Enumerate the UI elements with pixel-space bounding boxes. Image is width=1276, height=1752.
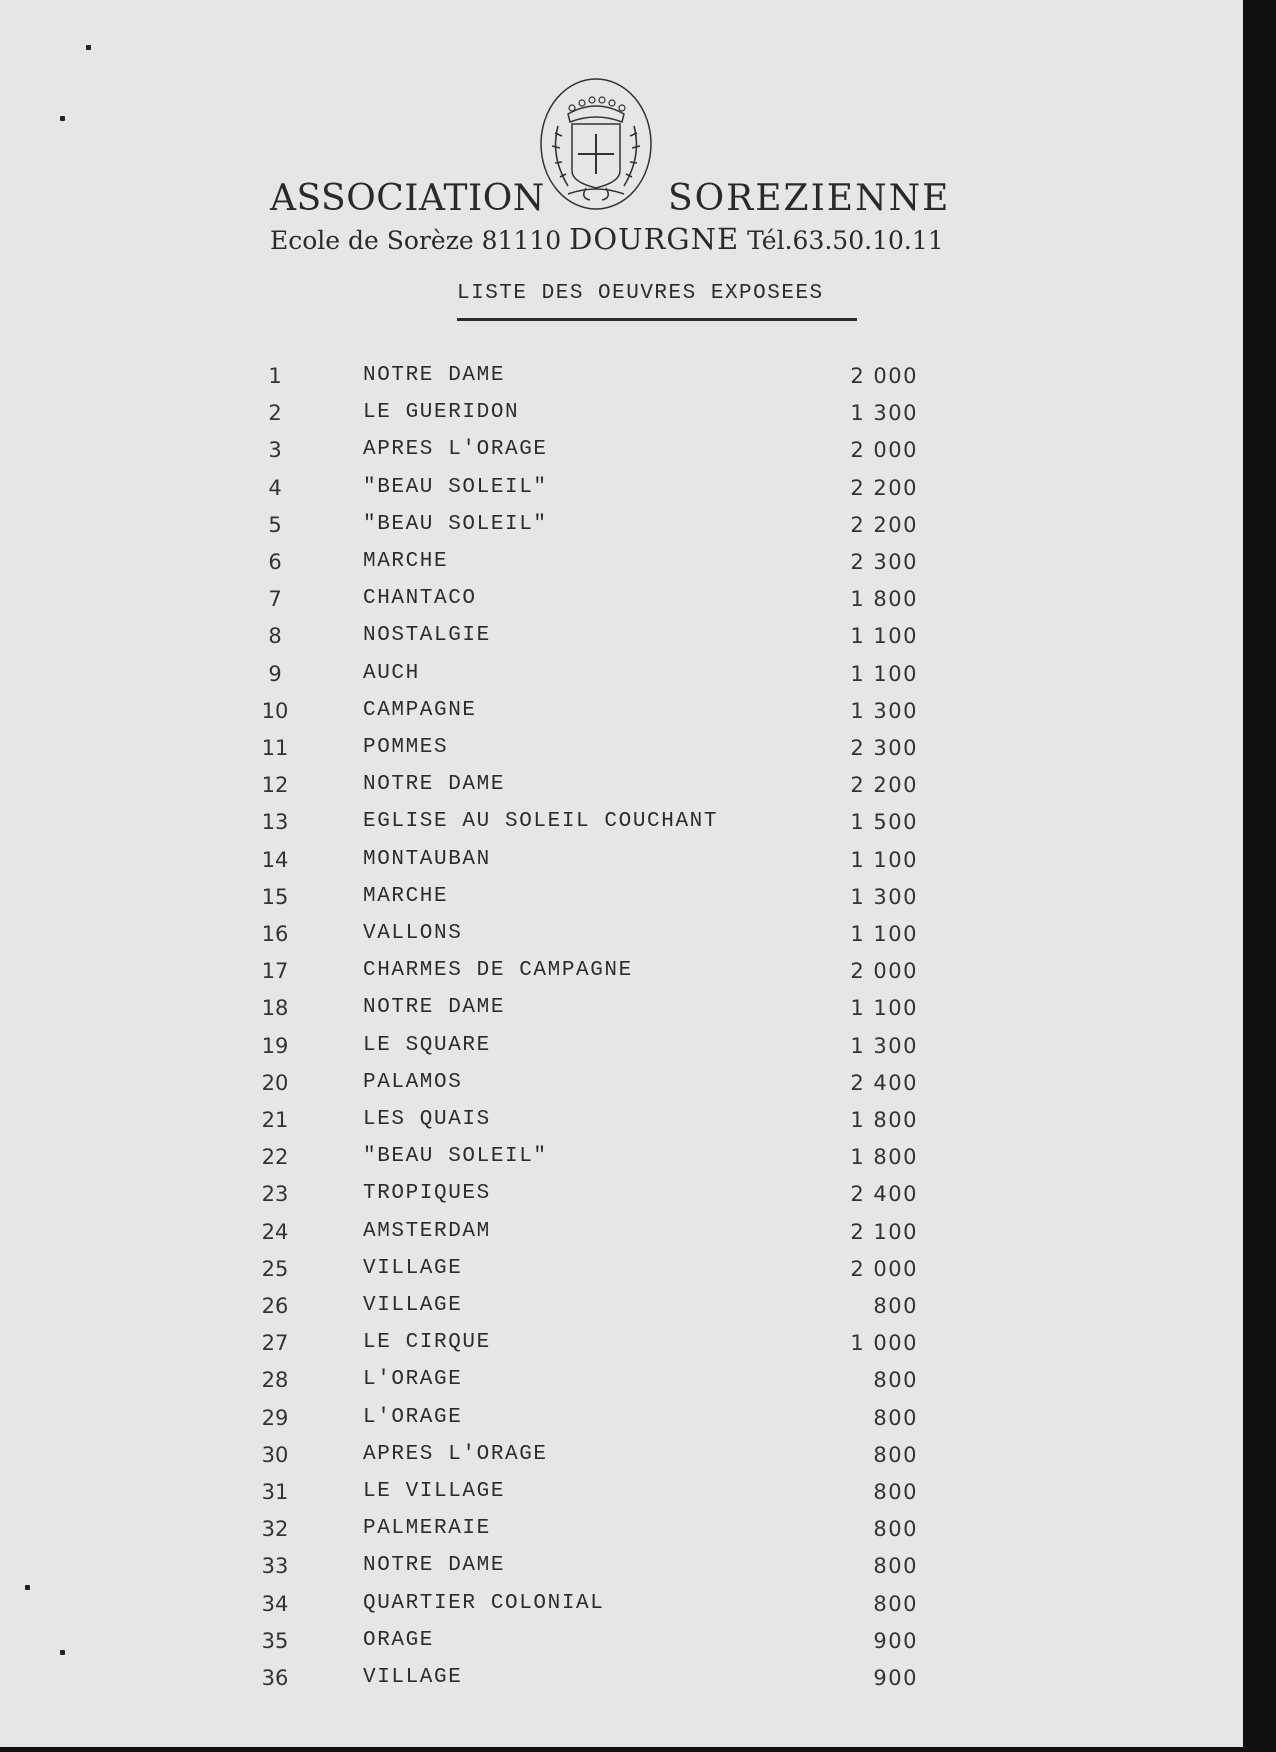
table-row	[0, 662, 1243, 699]
work-price: 1 100	[850, 996, 918, 1021]
work-number: 12	[261, 773, 289, 798]
table-row	[0, 1071, 1243, 1108]
work-title: VILLAGE	[363, 1256, 463, 1280]
work-number: 11	[261, 736, 289, 760]
work-number: 34	[261, 1591, 289, 1616]
work-number: 16	[261, 922, 289, 946]
table-row	[0, 1108, 1243, 1145]
work-title: VILLAGE	[363, 1666, 463, 1689]
work-number: 20	[261, 1070, 289, 1095]
work-title: LE GUERIDON	[363, 401, 520, 425]
table-row	[0, 364, 1243, 401]
work-number: 29	[261, 1405, 289, 1430]
work-price: 1 100	[850, 624, 918, 649]
work-price: 800	[873, 1480, 918, 1504]
work-price: 800	[873, 1405, 918, 1430]
table-row	[0, 922, 1243, 959]
work-title: "BEAU SOLEIL"	[363, 475, 548, 499]
punch-mark	[60, 116, 65, 121]
work-title: LE VILLAGE	[363, 1480, 506, 1503]
work-price: 1 300	[850, 1033, 918, 1058]
work-price: 800	[873, 1517, 918, 1542]
work-title: VALLONS	[363, 922, 463, 945]
table-row	[0, 1294, 1243, 1331]
work-title: L'ORAGE	[363, 1368, 463, 1392]
table-row	[0, 1257, 1243, 1294]
table-row	[0, 773, 1243, 810]
punch-mark	[86, 45, 91, 50]
table-row	[0, 810, 1243, 847]
work-title: PALAMOS	[363, 1070, 463, 1094]
work-price: 2 100	[850, 1219, 918, 1244]
work-number: 3	[268, 438, 282, 463]
table-row	[0, 1443, 1243, 1480]
work-number: 18	[261, 996, 289, 1021]
table-row	[0, 1554, 1243, 1591]
work-number: 33	[261, 1554, 289, 1579]
work-title: NOTRE DAME	[363, 996, 506, 1020]
work-number: 35	[261, 1628, 289, 1653]
phone-number: Tél.63.50.10.11	[747, 226, 944, 255]
table-row	[0, 1629, 1243, 1666]
work-number: 36	[261, 1666, 289, 1690]
table-row	[0, 1145, 1243, 1182]
table-row	[0, 1592, 1243, 1629]
work-price: 2 200	[850, 512, 918, 537]
table-row	[0, 699, 1243, 736]
association-name-right: SOREZIENNE	[668, 178, 951, 219]
work-price: 1 300	[850, 698, 918, 723]
address-line	[270, 222, 944, 256]
work-number: 6	[268, 550, 282, 574]
work-title: AUCH	[363, 661, 420, 685]
work-title: AMSTERDAM	[363, 1219, 491, 1243]
work-number: 17	[261, 959, 289, 984]
work-number: 27	[261, 1331, 289, 1356]
work-price: 1 300	[850, 884, 918, 909]
work-title: MARCHE	[363, 884, 449, 908]
work-title: LES QUAIS	[363, 1108, 491, 1131]
work-title: POMMES	[363, 736, 449, 759]
work-number: 9	[268, 661, 282, 686]
work-price: 2 300	[850, 736, 918, 760]
work-number: 7	[268, 587, 282, 612]
work-title: L'ORAGE	[363, 1405, 463, 1429]
table-row	[0, 1182, 1243, 1219]
work-price: 800	[873, 1554, 918, 1579]
work-title: NOTRE DAME	[363, 1554, 506, 1578]
work-price: 2 000	[850, 364, 918, 388]
table-row	[0, 438, 1243, 475]
table-row	[0, 1220, 1243, 1257]
work-number: 10	[261, 698, 289, 723]
work-price: 900	[873, 1666, 918, 1690]
work-number: 28	[261, 1368, 289, 1393]
work-number: 14	[261, 847, 289, 872]
work-price: 2 000	[850, 438, 918, 463]
work-price: 800	[873, 1442, 918, 1467]
table-row	[0, 513, 1243, 550]
table-row	[0, 1517, 1243, 1554]
work-title: VILLAGE	[363, 1294, 463, 1317]
work-number: 25	[261, 1256, 289, 1281]
work-price: 1 800	[850, 1145, 918, 1170]
work-price: 2 400	[850, 1182, 918, 1207]
association-name-left: ASSOCIATION	[270, 178, 545, 219]
table-row	[0, 1331, 1243, 1368]
work-title: ORAGE	[363, 1628, 435, 1652]
work-number: 8	[268, 624, 282, 649]
work-number: 15	[261, 884, 289, 909]
work-price: 2 000	[850, 1256, 918, 1281]
work-title: PALMERAIE	[363, 1517, 491, 1541]
work-title: NOSTALGIE	[363, 624, 491, 648]
work-price: 1 300	[850, 401, 918, 426]
document-title: LISTE DES OEUVRES EXPOSEES	[457, 282, 824, 305]
work-price: 2 300	[850, 550, 918, 574]
table-row	[0, 885, 1243, 922]
table-row	[0, 848, 1243, 885]
work-title: "BEAU SOLEIL"	[363, 512, 548, 536]
work-price: 2 200	[850, 475, 918, 500]
table-row	[0, 476, 1243, 513]
table-row	[0, 587, 1243, 624]
work-number: 24	[261, 1219, 289, 1244]
table-row	[0, 1666, 1243, 1703]
work-price: 800	[873, 1368, 918, 1393]
work-number: 1	[268, 364, 282, 388]
work-number: 31	[261, 1480, 289, 1504]
work-title: EGLISE AU SOLEIL COUCHANT	[363, 810, 719, 834]
work-price: 800	[873, 1294, 918, 1318]
work-title: APRES L'ORAGE	[363, 438, 548, 462]
table-row	[0, 550, 1243, 587]
address-city: DOURGNE	[569, 222, 740, 256]
table-row	[0, 1406, 1243, 1443]
work-number: 19	[261, 1033, 289, 1058]
work-number: 32	[261, 1517, 289, 1542]
work-title: CAMPAGNE	[363, 698, 477, 722]
work-title: TROPIQUES	[363, 1182, 491, 1206]
work-price: 1 100	[850, 922, 918, 946]
work-number: 5	[268, 512, 282, 537]
work-price: 1 100	[850, 661, 918, 686]
work-title: CHANTACO	[363, 587, 477, 611]
work-title: LE CIRQUE	[363, 1331, 491, 1355]
table-row	[0, 996, 1243, 1033]
table-row	[0, 1368, 1243, 1405]
coat-of-arms-icon	[538, 76, 654, 212]
work-title: APRES L'ORAGE	[363, 1442, 548, 1466]
work-price: 800	[873, 1591, 918, 1616]
work-number: 4	[268, 475, 282, 500]
title-underline	[457, 318, 857, 321]
work-number: 23	[261, 1182, 289, 1207]
work-price: 1 800	[850, 1108, 918, 1132]
table-row	[0, 1034, 1243, 1071]
work-price: 1 000	[850, 1331, 918, 1356]
work-number: 13	[261, 810, 289, 835]
work-title: "BEAU SOLEIL"	[363, 1145, 548, 1169]
work-title: QUARTIER COLONIAL	[363, 1591, 605, 1615]
work-title: MONTAUBAN	[363, 847, 491, 871]
work-title: NOTRE DAME	[363, 364, 506, 387]
work-title: MARCHE	[363, 550, 449, 573]
work-price: 900	[873, 1628, 918, 1653]
work-title: LE SQUARE	[363, 1033, 491, 1057]
table-row	[0, 959, 1243, 996]
work-number: 21	[261, 1108, 289, 1132]
table-row	[0, 736, 1243, 773]
table-row	[0, 1480, 1243, 1517]
table-row	[0, 624, 1243, 661]
work-title: CHARMES DE CAMPAGNE	[363, 959, 633, 983]
address-prefix: Ecole de Sorèze 81110	[270, 226, 562, 255]
work-number: 30	[261, 1442, 289, 1467]
table-row	[0, 401, 1243, 438]
work-number: 22	[261, 1145, 289, 1170]
work-number: 2	[268, 401, 282, 426]
work-price: 1 500	[850, 810, 918, 835]
work-price: 2 000	[850, 959, 918, 984]
work-price: 2 400	[850, 1070, 918, 1095]
work-number: 26	[261, 1294, 289, 1318]
work-title: NOTRE DAME	[363, 773, 506, 797]
work-price: 1 800	[850, 587, 918, 612]
work-price: 2 200	[850, 773, 918, 798]
work-price: 1 100	[850, 847, 918, 872]
